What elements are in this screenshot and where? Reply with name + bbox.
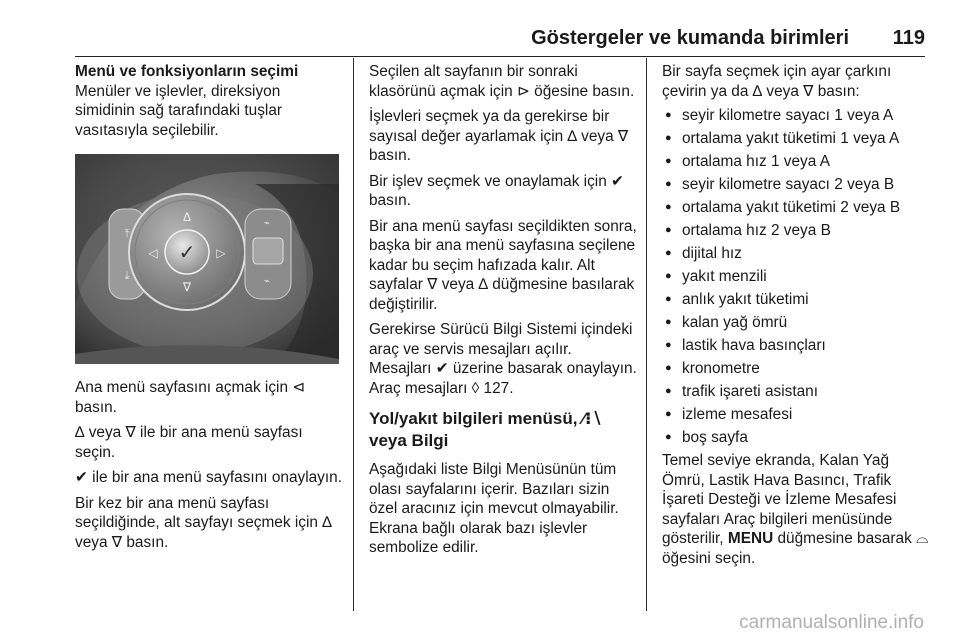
paragraph: Aşağıdaki liste Bilgi Menüsünün tüm olası sayfalarını içerir. Bazıları sizin özel aracınız için mevcut olmayabilir. Ekrana bağlı olarak bazı işlevler sembolize edilir. xyxy=(369,461,619,556)
list-item: ● yakıt menzili xyxy=(662,265,934,288)
svg-text:▷: ▷ xyxy=(216,246,226,260)
svg-text:◁: ◁ xyxy=(148,246,158,260)
svg-text:⌁: ⌁ xyxy=(263,218,271,229)
section-heading: Menü ve fonksiyonların seçimi xyxy=(75,63,299,80)
page-title: Göstergeler ve kumanda birimleri xyxy=(531,27,849,49)
svg-text:∇: ∇ xyxy=(182,280,192,294)
list-item: ● lastik hava basınçları xyxy=(662,334,934,357)
svg-text:Δ: Δ xyxy=(182,210,192,224)
text-span: düğmesine basarak ⌓ öğesini seçin. xyxy=(662,530,929,567)
steering-wheel-controls-image xyxy=(75,154,339,364)
list-item: ● ortalama yakıt tüketimi 1 veya A xyxy=(662,127,934,150)
paragraph: Bir sayfa seçmek için ayar çarkını çevirin ya da ∆ veya ∇ basın: xyxy=(662,63,892,100)
paragraph: Ana menü sayfasını açmak için ⊲ basın. xyxy=(75,379,306,416)
paragraph: Menüler ve işlevler, direksiyon simidinin sağ tarafındaki tuşlar vasıtasıyla seçilebilir. xyxy=(75,82,283,139)
column-3 xyxy=(662,62,934,574)
header-rule xyxy=(75,56,925,57)
menu-keyword: MENU xyxy=(727,530,774,547)
watermark: carmanualsonline.info xyxy=(739,612,924,633)
column-divider xyxy=(353,58,354,611)
paragraph: ∆ veya ∇ ile bir ana menü sayfası seçin. xyxy=(75,424,303,461)
paragraph: Gerekirse Sürücü Bilgi Sistemi içindeki araç ve servis mesajları açılır. Mesajları ✔ üzerine basarak onaylayın. Araç mesajları ◊ 127. xyxy=(369,321,637,397)
list-item: ● seyir kilometre sayacı 2 veya B xyxy=(662,173,934,196)
list-item: ● anlık yakıt tüketimi xyxy=(662,288,934,311)
paragraph: İşlevleri seçmek ya da gerekirse bir sayısal değer ayarlamak için ∆ veya ∇ basın. xyxy=(369,108,629,164)
list-item: ● kronometre xyxy=(662,357,934,380)
list-item: ● boş sayfa xyxy=(662,426,934,449)
paragraph: ✔ ile bir ana menü sayfasını onaylayın. xyxy=(75,469,342,486)
section-heading: Yol/yakıt bilgileri menüsü, ⁄⁝∖ veya Bilgi xyxy=(369,409,604,450)
svg-text:⤒: ⤒ xyxy=(124,228,130,240)
column-2 xyxy=(369,62,637,564)
list-item: ● ortalama hız 2 veya B xyxy=(662,219,934,242)
svg-text:⌁: ⌁ xyxy=(263,276,271,287)
list-item: ● dijital hız xyxy=(662,242,934,265)
steering-wheel-illustration xyxy=(75,154,339,364)
paragraph: Bir ana menü sayfası seçildikten sonra, başka bir ana menü sayfasına seçilene kadar bu seçim hafızada kalır. Alt sayfalar ∇ veya ∆ düğmesine basılarak değiştirilir. xyxy=(369,217,637,313)
list-item: ● kalan yağ ömrü xyxy=(662,311,934,334)
page-number: 119 xyxy=(892,27,925,49)
svg-text:⤓: ⤓ xyxy=(124,270,130,282)
paragraph xyxy=(662,451,934,568)
info-page-list xyxy=(662,104,934,449)
list-item: ● trafik işareti asistanı xyxy=(662,380,934,403)
list-item: ● izleme mesafesi xyxy=(662,403,934,426)
column-divider xyxy=(646,58,647,611)
paragraph: Seçilen alt sayfanın bir sonraki klasörünü açmak için ⊳ öğesine basın. xyxy=(369,63,635,100)
list-item: ● ortalama yakıt tüketimi 2 veya B xyxy=(662,196,934,219)
paragraph: Bir kez bir ana menü sayfası seçildiğinde, alt sayfayı seçmek için ∆ veya ∇ basın. xyxy=(75,494,332,551)
list-item: ● seyir kilometre sayacı 1 veya A xyxy=(662,104,934,127)
page-header xyxy=(75,27,925,55)
paragraph: Bir işlev seçmek ve onaylamak için ✔ basın. xyxy=(369,172,624,209)
text-span: Temel seviye ekranda, Kalan Yağ Ömrü, Lastik Hava Basıncı, Trafik İşareti Desteği ve İzleme Mesafesi sayfaları Araç bilgileri menüsünde gösterilir, xyxy=(662,452,897,547)
list-item: ● ortalama hız 1 veya A xyxy=(662,150,934,173)
svg-text:✓: ✓ xyxy=(178,242,196,264)
column-1 xyxy=(75,62,343,558)
